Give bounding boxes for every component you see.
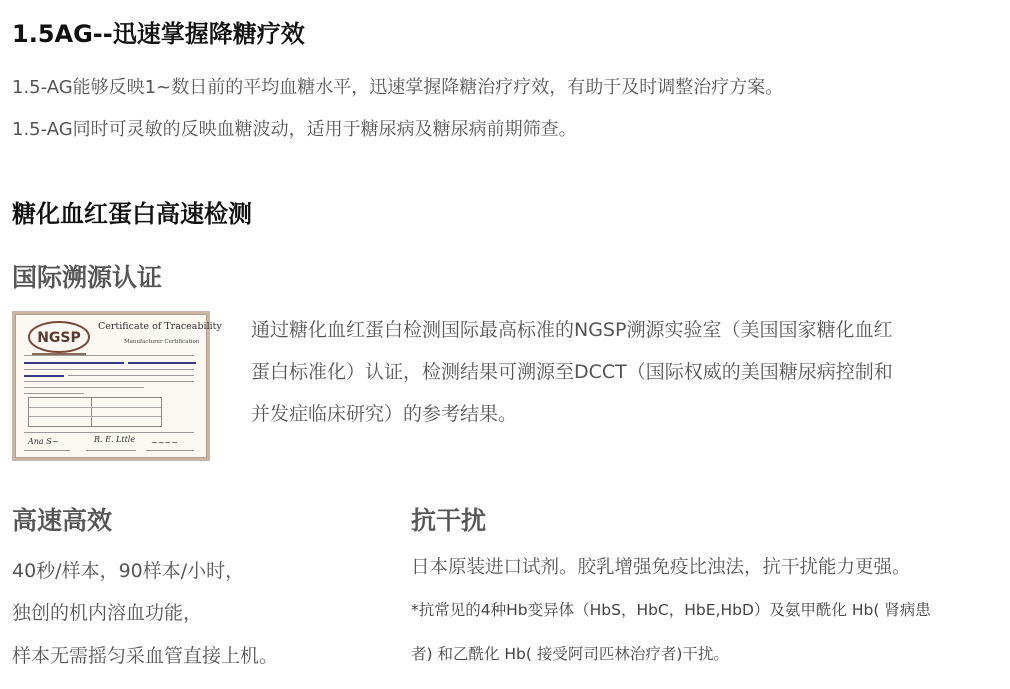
ngsp-logo-text: NGSP <box>37 330 81 346</box>
anti-interference-note-1: *抗常见的4种Hb变异体（HbS，HbC，HbE,HbD）及氨甲酰化 Hb( 肾病患 <box>411 601 931 619</box>
certificate-table <box>28 397 162 427</box>
anti-interference-title: 抗干扰 <box>411 506 487 535</box>
traceability-line-1: 通过糖化血红蛋白检测国际最高标准的NGSP溯源实验室（美国国家糖化血红 <box>251 319 893 341</box>
section-title-15ag: 1.5AG--迅速掌握降糖疗效 <box>12 20 305 48</box>
traceability-line-2: 蛋白标准化）认证，检测结果可溯源至DCCT（国际权威的美国糖尿病控制和 <box>251 361 893 383</box>
section1-line-2: 1.5-AG同时可灵敏的反映血糖波动，适用于糖尿病及糖尿病前期筛查。 <box>12 119 577 140</box>
anti-interference-line-1: 日本原装进口试剂。胶乳增强免疫比浊法，抗干扰能力更强。 <box>411 557 911 578</box>
speed-line-2: 独创的机内溶血功能， <box>12 602 203 624</box>
certificate-title: Certificate of Traceability <box>98 321 222 332</box>
speed-line-3: 样本无需摇匀采血管直接上机。 <box>12 645 279 667</box>
speed-title: 高速高效 <box>12 506 113 535</box>
section1-line-1: 1.5-AG能够反映1~数日前的平均血糖水平，迅速掌握降糖治疗疗效，有助于及时调整治疗方案。 <box>12 77 784 98</box>
section-title-hba1c: 糖化血红蛋白高速检测 <box>12 200 252 228</box>
speed-line-1: 40秒/样本，90样本/小时， <box>12 560 245 582</box>
anti-interference-note-2: 者) 和乙酰化 Hb( 接受阿司匹林治疗者)干扰。 <box>411 645 729 663</box>
certificate-image <box>12 311 222 461</box>
certificate-paper: NGSP Certificate of Traceability Manufacturer Certification Ana S~ R. E. Lttle ~~~~ <box>15 314 207 458</box>
traceability-line-3: 并发症临床研究）的参考结果。 <box>251 403 518 425</box>
ngsp-logo-icon <box>24 319 94 359</box>
certificate-subtitle: Manufacturer Certification <box>124 339 200 345</box>
traceability-title: 国际溯源认证 <box>12 263 163 292</box>
